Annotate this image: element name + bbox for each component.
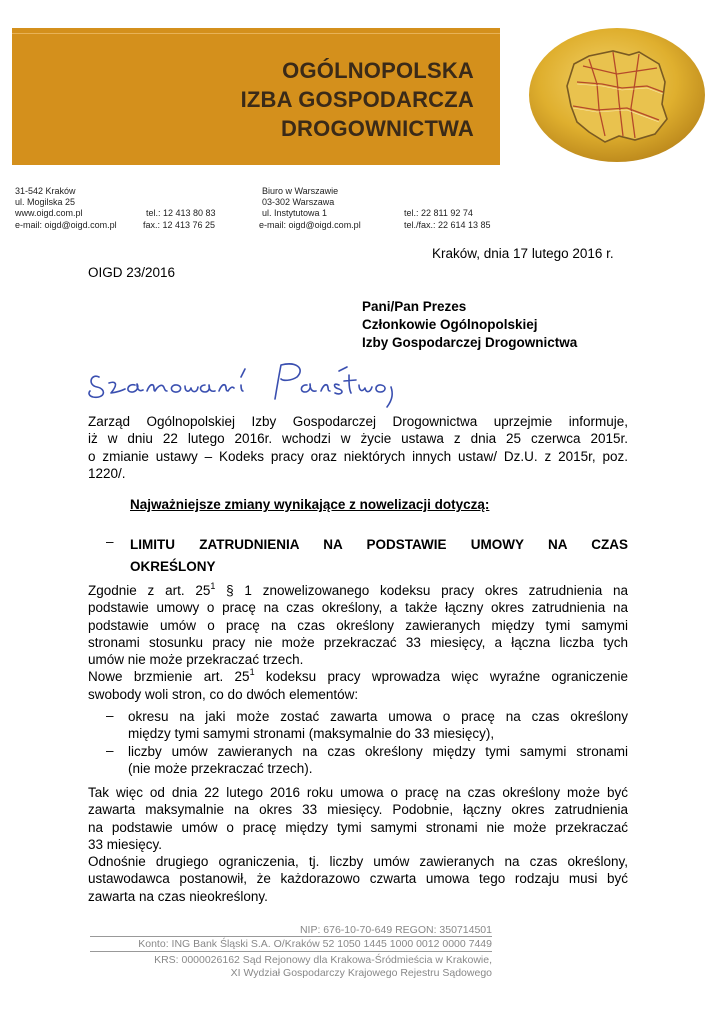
footer-divider (90, 936, 492, 937)
list-item-line: liczby umów zawieranych na czas określony między tymi samymi stronami (128, 744, 628, 759)
org-name-line2: IZBA GOSPODARCZA (240, 87, 474, 112)
list-item-line: okresu na jaki może zostać zawarta umowa o pracę na czas określony (128, 709, 628, 724)
intro-line: o zmianie ustawy – Kodeks pracy oraz niektórych innych ustaw/ Dz.U. z 2015r, poz. (88, 448, 628, 464)
warsaw-email-prefix: e-mail: (259, 220, 289, 230)
intro-line: Zarząd Ogólnopolskiej Izby Gospodarczej Drogownictwa uprzejmie informuje, (88, 414, 628, 429)
limit-heading-line2: OKREŚLONY (130, 559, 216, 574)
footer-nip-regon: NIP: 676-10-70-649 REGON: 350714501 (299, 924, 492, 936)
footer-bank-account: Konto: ING Bank Śląski S.A. O/Kraków 52 1050 1445 1000 0012 0000 7449 (138, 938, 492, 950)
limit-heading (130, 534, 628, 578)
org-name-line3: DROGOWNICTWA (280, 116, 474, 141)
limit-heading-line1: LIMITU ZATRUDNIENIA NA PODSTAWIE UMOWY NA CZAS (130, 537, 628, 552)
addressee-block (362, 298, 577, 352)
warsaw-street: ul. Instytutowa 1 (262, 208, 328, 218)
poland-map-logo-icon (527, 24, 707, 164)
footer-krs-line2: XI Wydział Gospodarczy Krajowego Rejestru Sądowego (230, 967, 492, 979)
text-fragment: § 1 znowelizowanego kodeksu pracy okres zatrudnienia na (215, 583, 629, 598)
dash-marker: – (106, 743, 114, 758)
dash-marker: – (106, 534, 114, 549)
footer-divider (90, 951, 492, 952)
paragraph-line: ustawodawca postanowił, że każdorazowo czwarta umowa tego rodzaju musi być (88, 871, 628, 887)
superscript: 1 (210, 581, 216, 591)
krakow-fax: fax.: 12 413 76 25 (143, 220, 216, 230)
organization-name (241, 56, 474, 143)
intro-line: iż w dniu 22 lutego 2016r. wchodzi w życie ustawa z dnia 25 czerwca 2015r. (88, 431, 628, 447)
text-fragment: kodeksu pracy wprowadza więc wyraźne ograniczenie (254, 669, 628, 685)
addressee-line2: Członkowie Ogólnopolskiej (362, 317, 538, 332)
letter-date: Kraków, dnia 17 lutego 2016 r. (432, 246, 614, 261)
paragraph-line (88, 582, 628, 599)
dash-marker: – (106, 708, 114, 723)
warsaw-email: oigd@oigd.com.pl (288, 220, 361, 230)
paragraph-line (88, 668, 628, 685)
paragraph-line: stronami stosunku pracy nie może przekraczać 33 miesięcy, a łączna liczba tych (88, 634, 628, 650)
list-item (128, 743, 628, 778)
warsaw-email-link[interactable] (259, 220, 361, 231)
conclusion-paragraph (88, 784, 628, 905)
paragraph-line: zawarta na czas nieokreślony. (88, 888, 268, 904)
warsaw-office-label: Biuro w Warszawie (262, 186, 339, 196)
intro-line: 1220/. (88, 465, 126, 481)
addressee-line3: Izby Gospodarczej Drogownictwa (362, 335, 578, 350)
intro-paragraph (88, 413, 628, 482)
paragraph-line: na podstawie umów o pracę między tymi samymi stronami nie może przekraczać (88, 819, 628, 835)
article-paragraph (88, 582, 628, 703)
krakow-email-link[interactable]: e-mail: oigd@oigd.com.pl (15, 220, 117, 230)
text-fragment: Zgodnie z art. 25 (88, 583, 211, 598)
warsaw-telfax: tel./fax.: 22 614 13 85 (404, 220, 491, 230)
addressee-line1: Pani/Pan Prezes (362, 299, 467, 314)
list-item-line: między tymi samymi stronami (maksymalnie do 33 miesięcy), (128, 726, 495, 742)
krakow-phone: tel.: 12 413 80 83 (146, 208, 216, 218)
krakow-address-line1: 31-542 Kraków (15, 186, 76, 196)
paragraph-line: Tak więc od dnia 22 lutego 2016 roku umowa o pracę na czas określony może być (88, 785, 628, 800)
krakow-address-line2: ul. Mogilska 25 (15, 197, 76, 207)
handwritten-salutation (85, 355, 425, 417)
list-item (128, 708, 628, 743)
warsaw-address-line2: 03-302 Warszawa (262, 197, 335, 207)
list-item-line: (nie może przekraczać trzech). (128, 761, 313, 777)
header-banner (12, 28, 500, 165)
footer-krs-line1: KRS: 0000026162 Sąd Rejonowy dla Krakowa-Śródmieścia w Krakowie, (154, 954, 492, 966)
superscript: 1 (249, 667, 255, 678)
banner-highlight-line (12, 33, 500, 34)
warsaw-phone: tel.: 22 811 92 74 (404, 208, 473, 218)
paragraph-line: podstawie umowy o pracę na czas określony, a także łączny okres zatrudnienia na (88, 600, 628, 616)
paragraph-line: podstawie umów o pracę na czas określony zawieranych między tymi samymi (88, 617, 628, 633)
krakow-website-link[interactable]: www.oigd.com.pl (15, 208, 83, 218)
org-name-line1: OGÓLNOPOLSKA (282, 58, 474, 83)
paragraph-line: swobody woli stron, co do dwóch elementów: (88, 686, 359, 702)
paragraph-line: umów nie może przekraczać trzech. (88, 652, 304, 668)
paragraph-line: zawarta maksymalnie na okres 33 miesięcy. Podobnie, łączny okres zatrudnienia (88, 802, 628, 818)
text-fragment: Nowe brzmienie art. 25 (88, 669, 250, 685)
paragraph-line: 33 miesięcy. (88, 836, 163, 852)
letter-reference: OIGD 23/2016 (88, 265, 176, 280)
paragraph-line: Odnośnie drugiego ograniczenia, tj. liczby umów zawieranych na czas określony, (88, 854, 628, 870)
section-heading: Najważniejsze zmiany wynikające z nowelizacji dotyczą: (130, 497, 490, 512)
